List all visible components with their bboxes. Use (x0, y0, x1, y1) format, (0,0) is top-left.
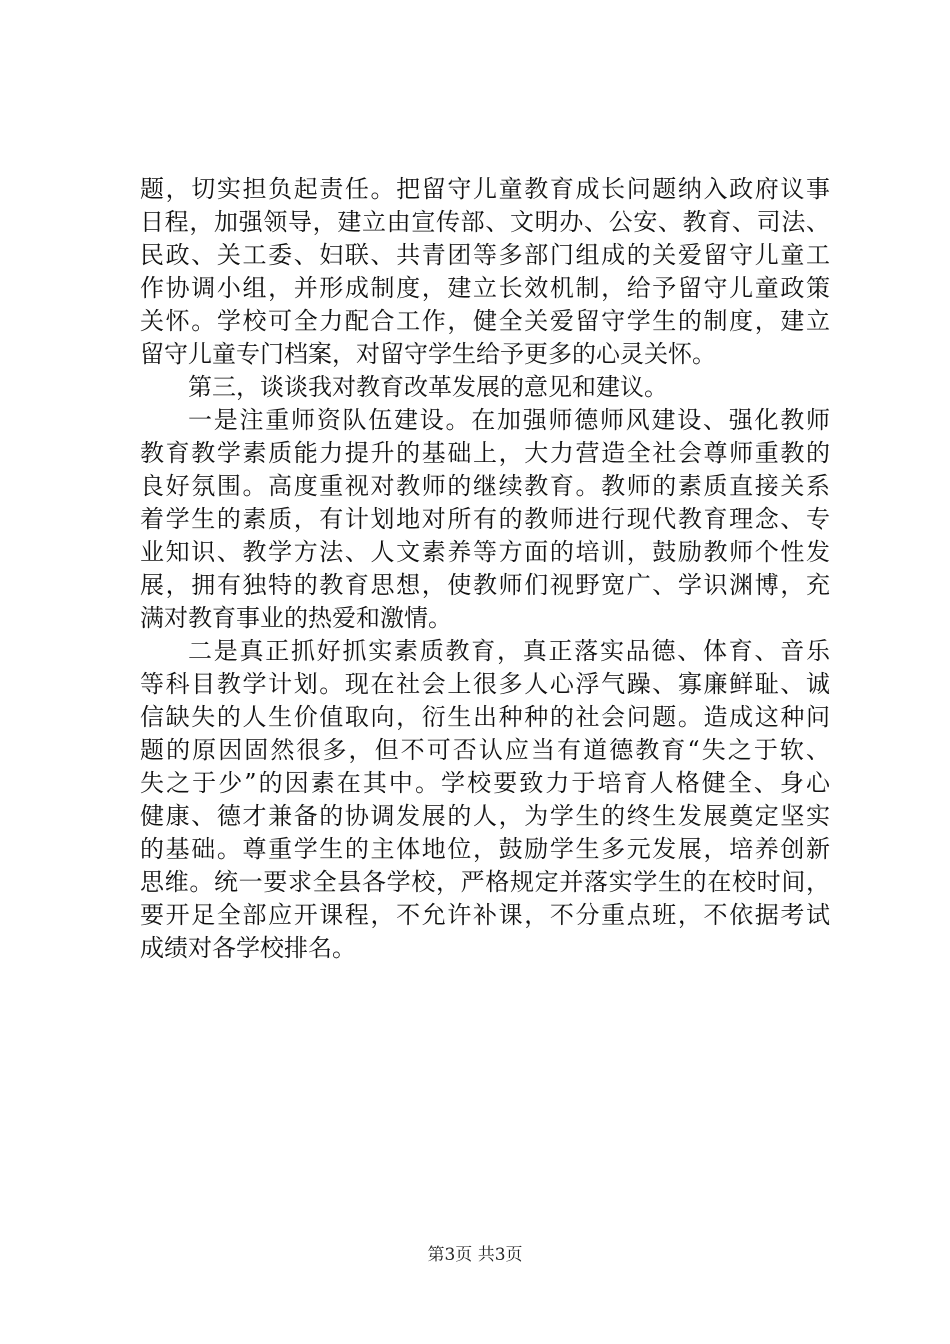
text-line: 作协调小组，并形成制度，建立长效机制，给予留守儿童政策 (140, 274, 830, 302)
text-line: 思维。统一要求全县各学校，严格规定并落实学生的在校时间， (140, 868, 830, 896)
text-line: 健康、德才兼备的协调发展的人，为学生的终生发展奠定坚实 (140, 802, 830, 830)
page-footer: 第3页 共3页 (427, 1245, 523, 1265)
text-line: 信缺失的人生价值取向，衍生出种种的社会问题。造成这种问 (140, 703, 830, 731)
text-line: 的基础。尊重学生的主体地位，鼓励学生多元发展，培养创新 (140, 835, 830, 863)
body-text (140, 173, 830, 965)
text-line: 等科目教学计划。现在社会上很多人心浮气躁、寡廉鲜耻、诚 (140, 670, 830, 698)
text-line: 着学生的素质，有计划地对所有的教师进行现代教育理念、专 (140, 505, 830, 533)
text-line: 留守儿童专门档案，对留守学生给予更多的心灵关怀。 (140, 340, 716, 368)
text-line: 成绩对各学校排名。 (140, 934, 356, 962)
text-line: 民政、关工委、妇联、共青团等多部门组成的关爱留守儿童工 (140, 241, 830, 269)
text-line: 二是真正抓好抓实素质教育，真正落实品德、体育、音乐 (188, 637, 830, 665)
text-line: 题，切实担负起责任。把留守儿童教育成长问题纳入政府议事 (140, 175, 830, 203)
text-line: 关怀。学校可全力配合工作，健全关爱留守学生的制度，建立 (140, 307, 830, 335)
text-line: 业知识、教学方法、人文素养等方面的培训，鼓励教师个性发 (140, 538, 830, 566)
text-line: 展，拥有独特的教育思想，使教师们视野宽广、学识渊博，充 (140, 571, 830, 599)
text-line: 日程，加强领导，建立由宣传部、文明办、公安、教育、司法、 (140, 208, 830, 236)
text-line: 失之于少”的因素在其中。学校要致力于培育人格健全、身心 (140, 769, 830, 797)
section-heading: 第三，谈谈我对教育改革发展的意见和建议。 (188, 373, 668, 401)
text-line: 一是注重师资队伍建设。在加强师德师风建设、强化教师 (188, 406, 830, 434)
text-line: 教育教学素质能力提升的基础上，大力营造全社会尊师重教的 (140, 439, 830, 467)
text-line: 要开足全部应开课程，不允许补课，不分重点班，不依据考试 (140, 901, 830, 929)
text-line: 题的原因固然很多，但不可否认应当有道德教育“失之于软、 (140, 736, 830, 764)
text-line: 满对教育事业的热爱和激情。 (140, 604, 452, 632)
text-line: 良好氛围。高度重视对教师的继续教育。教师的素质直接关系 (140, 472, 830, 500)
